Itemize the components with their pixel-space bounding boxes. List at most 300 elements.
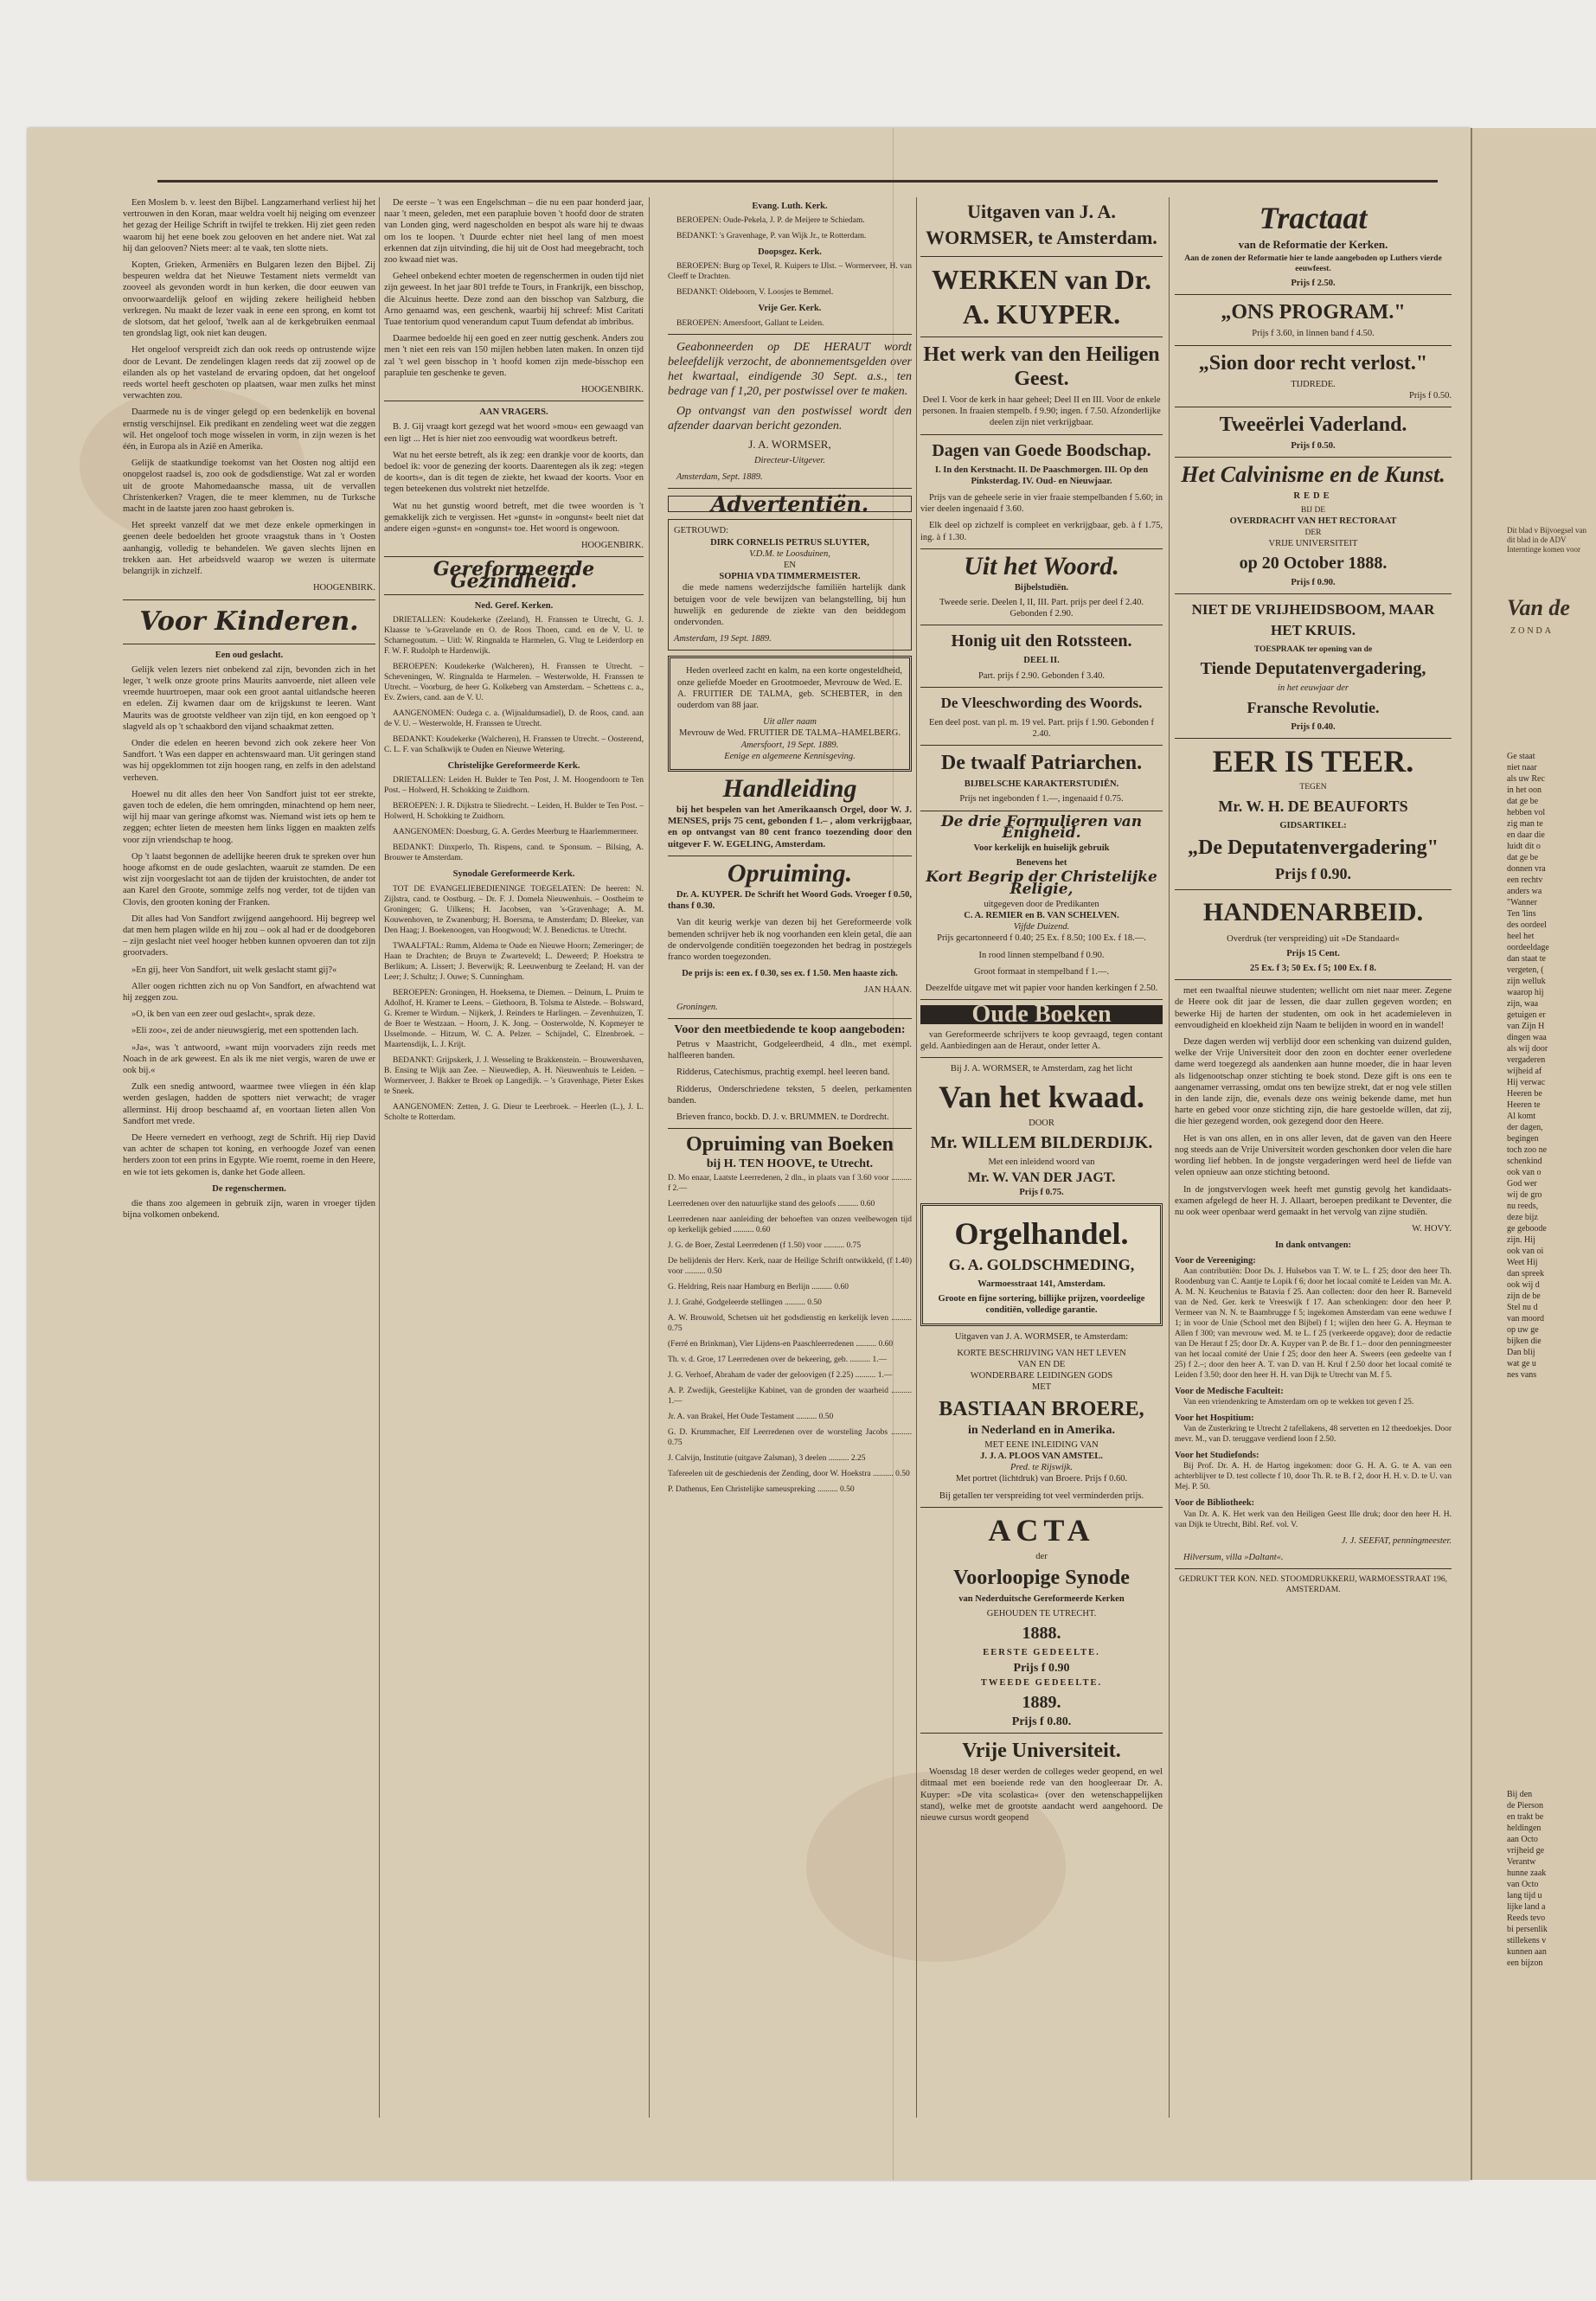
- book-title: Het werk van den Heiligen Geest.: [923, 343, 1160, 390]
- church-news: BEROEPEN: Koudekerke (Walcheren), H. Franssen te Utrecht. – Scheveningen, W. Ringnalda te Harmelen. – Westerwolde, H. Franssen te Utrecht. – Voorburg, de heer G. Kolkeberg van Amsterdam. – Schettens c. a., Ev. Zwiers, cand. aan de V. U.: [384, 663, 644, 703]
- page-fragment-line: ge geboode: [1507, 1224, 1547, 1234]
- section-rule: [1175, 979, 1452, 980]
- page-fragment-line: zijn de be: [1507, 1292, 1541, 1301]
- donations-text: Van Dr. A. K. Het werk van den Heiligen Geest Ille druk; door den heer H. H. van Dijk te Utrecht, Bibl. Ref. vol. V.: [1175, 1509, 1452, 1529]
- announcement-date: Amersfoort, 19 Sept. 1889.: [740, 740, 839, 750]
- book-list-item: Jr. A. van Brakel, Het Oude Testament .......... 0.50: [668, 1413, 834, 1422]
- death-announcement: [668, 656, 912, 772]
- book-list-item: J. J. Grahé, Godgeleerde stellingen .......... 0.50: [668, 1298, 822, 1308]
- article-paragraph: Een Moslem b. v. leest den Bijbel. Langzamerhand verliest hij het vertrouwen in den Koran, maar weldra voelt hij neiging om evenzeer het gezag der Heilige Schrift in twijfel te trekken. Hij ziet geen reden waarom hij het eene boek zou gelooven en het andere niet. Wat zal hij dan gelooven? Niets meer: al te vaak, ten slotte niets.: [123, 198, 375, 253]
- ad-title: Orgelhandel.: [954, 1215, 1129, 1251]
- newspaper-page: [28, 128, 1471, 2180]
- page-fragment-line: dat ge be: [1507, 853, 1539, 862]
- notice-signature: J. A. WORMSER,: [748, 437, 831, 451]
- page-fragment-line: anders wa: [1507, 887, 1542, 896]
- treasurer-address: Hilversum, villa »Daltant«.: [1183, 1552, 1284, 1562]
- book-list-item: G. D. Krummacher, Elf Leerredenen over de worsteling Jacobs .......... 0.75: [668, 1428, 912, 1448]
- page-fragment-line: zijn welluk: [1507, 977, 1546, 986]
- section-rule: [920, 745, 1163, 746]
- adjacent-page: [1471, 128, 1596, 2180]
- book-price: Prijs f 0.80.: [1011, 1715, 1072, 1728]
- church-heading: Evang. Luth. Kerk.: [752, 202, 828, 211]
- book-price: Prijs f 0.50.: [1291, 441, 1336, 452]
- book-title: Dagen van Goede Boodschap.: [932, 440, 1151, 460]
- page-fragment-line: hebben vol: [1507, 808, 1546, 817]
- story-paragraph: die thans zoo algemeen in gebruik zijn, waren in vroeger tijden bijna volkomen onbekend.: [123, 1199, 375, 1221]
- article-paragraph: Geheel onbekend echter moeten de regenschermen in ouden tijd niet zijn geweest. In het jaar 801 trefde te Tours, in Frankrijk, een bisschop, die Alcuinus heette. Deze zond aan den bisschop van Salzburg, die Arno genaamd was, een geschenk, waarbij hij schreef: Mist Caritati Tuae tentorium quod venerandum caput Tuum defendat ab imbribus.: [384, 272, 644, 328]
- marriage-announcement: [668, 519, 912, 651]
- column-4: [920, 197, 1163, 2126]
- article-paragraph: Wat nu het gunstig woord betreft, met die twee woorden is 't gemakkelijk zich te vergissen. Het »gunst« in »ongunst« beelt niet dat andere eigen »gunst« en »ongunst« toe. Het woord is ongewoon.: [384, 501, 644, 535]
- donations-subheading: Voor het Hospitium:: [1175, 1413, 1254, 1423]
- ad-title: Opruiming.: [727, 858, 853, 888]
- page-fragment-line: van Zijn H: [1507, 1022, 1545, 1031]
- book-price: Prijs f 0.50.: [1408, 390, 1452, 401]
- book-subtitle: in Nederland en in Amerika.: [968, 1423, 1115, 1437]
- church-heading: Ned. Geref. Kerken.: [474, 600, 554, 611]
- section-rule: [384, 594, 644, 595]
- page-fragment-line: stillekens v: [1507, 1936, 1547, 1945]
- column-2: [384, 197, 644, 2126]
- page-fragment-line: heldingen: [1507, 1823, 1542, 1833]
- book-price: Prijs f 0.75.: [1019, 1187, 1064, 1197]
- book-list-item: Leerredenen naar aanleiding der behoeften van onzen veelbewogen tijd op kerkelijk gebied .......... 0.60: [668, 1215, 912, 1235]
- book-subtitle: uitgegeven door de Predikanten: [984, 899, 1099, 909]
- book-list-item: D. Mo enaar, Laatste Leerredenen, 2 dln., in plaats van f 3.60 voor .......... f 2.—: [668, 1174, 912, 1194]
- story-paragraph: Aller oogen richtten zich nu op Von Sandfort, en afwachtend wat hij zeggen zou.: [123, 981, 375, 1003]
- section-heading: Voor Kinderen.: [139, 606, 359, 637]
- book-title: NIET DE VRIJHEIDSBOOM, MAAR HET KRUIS.: [1191, 601, 1435, 639]
- page-fragment-line: des oordeel: [1507, 920, 1547, 930]
- ad-name: G. A. GOLDSCHMEDING,: [948, 1255, 1135, 1273]
- page-fragment-line: heel het: [1507, 932, 1535, 941]
- page-fragment-line: Bij den: [1507, 1790, 1533, 1799]
- ad-text: van Gereformeerde schrijvers te koop gevraagd, tegen contant geld. Aanbiedingen aan de Heraut, onder letter A.: [920, 1029, 1163, 1051]
- page-fragment-line: wat ge u: [1507, 1359, 1536, 1368]
- page-fragment-line: God wer: [1507, 1179, 1537, 1189]
- article-paragraph: Het spreekt vanzelf dat we met deze enkele opmerkingen in geenen deele bedoelden het groote vraagstuk thans in 't Oosten aanhangig, volledig te behandelen. We gaven slechts lijnen en trekken aan. Het arbeidsveld waarop we wezen is uitermate belangrijk in zichzelf.: [123, 521, 375, 577]
- book-subtitle: Overdruk (ter verspreiding) uit »De Standaard«: [1227, 933, 1400, 944]
- ad-text: Groote en fijne sortering, billijke prijzen, voordeelige conditiën, volledige garantie.: [938, 1294, 1145, 1316]
- book-title: Kort Begrip der Christelijke Religie,: [926, 868, 1157, 898]
- section-rule: [1175, 593, 1452, 594]
- page-fragment-line: Dan blij: [1507, 1348, 1535, 1357]
- book-price: 25 Ex. f 3; 50 Ex. f 5; 100 Ex. f 8.: [1249, 964, 1377, 974]
- book-edition: Vijfde Duizend.: [1013, 922, 1070, 933]
- page-fragment-line: dan spreek: [1507, 1269, 1545, 1279]
- page-fragment-line: als uw Rec: [1507, 774, 1545, 784]
- book-title: ACTA: [988, 1512, 1095, 1548]
- book-details: Bij getallen ter verspreiding tot veel verminderden prijs.: [939, 1490, 1144, 1501]
- church-heading: Synodale Gereformeerde Kerk.: [452, 869, 575, 880]
- donations-text: Bij Prof. Dr. A. H. de Hartog ingekomen: door G. H. A. G. te A. van een achterblijver te D. test collecte f 10, door Th. R. te B. f 2, door H. H. v. D. te U. van Mej. P. 50.: [1175, 1462, 1452, 1492]
- page-fragment-line: een rechtv: [1507, 875, 1543, 885]
- book-price: Prijs f 0.90: [1013, 1661, 1070, 1675]
- book-author: Mr. W. VAN DER JAGT.: [967, 1170, 1116, 1185]
- page-fragment-line: vrijheid ge: [1507, 1846, 1545, 1856]
- section-rule: [920, 336, 1163, 337]
- page-fragment-line: niet naar: [1507, 763, 1537, 772]
- column-3: [668, 197, 912, 2126]
- church-news: BEDANKT: Oldeboorn, V. Loosjes te Bemmel.: [676, 288, 834, 298]
- book-year: 1888.: [1022, 1624, 1061, 1644]
- church-news: BEROEPEN: Groningen, H. Hoeksema, te Diemen. – Deinum, L. Pruim te Adolhof, H. Kramer te Leens. – Giethoorn, B. Tolsma te Alstede. – Bolsward, G. Kremer te Wirdum. – Nijkerk, J. Reinders te Harlingen. – Zevenhuizen, T. de Boer te Westzaan. – Hoorn, J. K. Jong. – Oosterwolde, N. Kopmeyer te IJsselmonde. – Hitzum, W. C. A. Pelzer. – Schijndel, C. Elzenbroek. – Maartensdijk, L. J. Krijt.: [384, 988, 644, 1049]
- page-fragment-line: ook van oi: [1507, 1247, 1544, 1256]
- book-list-item: (Ferré en Brinkman), Vier Lijdens-en Paaschleerredenen .......... 0.60: [668, 1340, 894, 1349]
- book-subtitle: van de Reformatie der Kerken.: [1238, 238, 1388, 251]
- section-rule: [1175, 294, 1452, 295]
- section-rule: [668, 1018, 912, 1019]
- book-date: op 20 October 1888.: [1239, 553, 1388, 573]
- section-heading: AAN VRAGERS.: [479, 407, 548, 418]
- section-rule: [1175, 738, 1452, 739]
- page-fragment-line: "Wanner: [1507, 898, 1537, 907]
- author-signature: HOOGENBIRK.: [580, 541, 644, 551]
- page-fragment-line: begingen: [1507, 1134, 1539, 1144]
- article-paragraph: De eerste – 't was een Engelschman – die nu een paar honderd jaar, naar 't meen, geleden, met een parapluie boven 't hoofd door de straten van Londen ging, werd nagescholden en bespot als ware hij te dwaas om los te loopen. 't Duurde echter niet heel lang of men moest erkennen dat zijn uitvinding, die hij uit de Oost had meegebracht, toch zoo kwaad niet was.: [384, 198, 644, 266]
- page-fragment-line: deze bijz: [1507, 1213, 1538, 1222]
- book-price: Prijs f 3.60, in linnen band f 4.50.: [1252, 329, 1375, 339]
- story-paragraph: De Heere vernedert en verhoogt, zegt de Schrift. Hij riep David van achter de schapen tot koning, en verhoogde Jozef van eenen herders zoon tot een prins in Egypte. Wie roemt, roeme in den Heere, en wie tot iets gekomen is, danke het Gode alleen.: [123, 1133, 375, 1177]
- book-subtitle: Aan de zonen der Reformatie hier te lande aangeboden op Luthers vierde eeuwfeest.: [1184, 254, 1442, 274]
- page-fragment-line: zijn. Hij: [1507, 1235, 1535, 1245]
- church-news: BEROEPEN: Burg op Texel, R. Kuipers te IJlst. – Wormerveer, H. van Cleeff te Drachten.: [668, 262, 912, 282]
- announcement-text: die mede namens wederzijdsche familiën hartelijk dank betuigen voor de vele bewijzen van belangstelling, bij hun huwelijk en gedurende de ziekte van den beiddegom ondervonden.: [674, 583, 906, 628]
- page-fragment-line: ook wij d: [1507, 1280, 1540, 1290]
- book-details: Elk deel op zichzelf is compleet en verkrijgbaar, geb. à f 1.75, ing. à f 1.30.: [920, 521, 1163, 542]
- section-rule: [1175, 1568, 1452, 1569]
- church-news: BEROEPEN: Amersfoort, Gallant te Leiden.: [676, 318, 824, 328]
- book-price: Prijs f 0.90.: [1291, 577, 1336, 587]
- section-rule: [920, 999, 1163, 1000]
- book-details: Tweede serie. Deelen I, II, III. Part. prijs per deel f 2.40. Gebonden f 2.90.: [939, 598, 1144, 619]
- story-paragraph: »Ja«, was 't antwoord, »want mijn voorvaders zijn reeds met Noach in de ark geweest. En als ik me niet vergis, waren de uwe er ook bij.«: [123, 1042, 375, 1075]
- news-paragraph: In de jongstvervlogen week heeft met gunstig gevolg het kandidaats-examen afgelegd de heer H. J. Allaart, beroepen predikant te Deventer, die nu ook weer openbaar werd gemaakt in het vervolg van zijne studiën.: [1175, 1184, 1452, 1217]
- page-fragment-line: op uw ge: [1507, 1325, 1539, 1335]
- section-rule: [668, 1128, 912, 1129]
- book-subtitle: BIJBELSCHE KARAKTERSTUDIËN.: [964, 779, 1119, 790]
- page-fragment-line: nu reeds,: [1507, 1202, 1539, 1211]
- page-fragment-line: wijheid af: [1507, 1067, 1542, 1076]
- church-news: BEROEPEN: Oude-Pekela, J. P. de Meijere te Schiedam.: [676, 216, 865, 226]
- church-news: DRIETALLEN: Leiden H. Bulder te Ten Post, J. M. Hoogendoorn te Ten Post. – Holwerd, H. Schokking te Zuidhorn.: [384, 776, 644, 796]
- announcement-text: Heden overleed zacht en kalm, na een korte ongesteldheid, onze geliefde Moeder en Grootmoeder, Mevrouw de Wed. E. A. FRUITIER DE TALMA, geb. SCHEBTER, in den ouderdom van 88 jaar.: [677, 666, 902, 711]
- announcement-role: V.D.M. te Loosduinen,: [749, 548, 830, 559]
- article-paragraph: Kopten, Grieken, Armeniërs en Bulgaren lezen den Bijbel. Zij bespeuren weldra dat het Nieuwe Testament niets vermeldt van zooveel als gevonden wordt in hun kerken, die door eeuwen van onvoorwaardelijk geloof en wijding zekere heiligheid hebben verkregen. Nu maakt de lezer vaak in eene een sprong, en komt tot de slotsom, dat het geloof, 'twelk aan al de kerkgebruiken eenmaal ten grondslag ligt, ook niet kan deugen.: [123, 260, 375, 339]
- page-fragment-line: getuigen er: [1507, 1010, 1546, 1020]
- story-title: Een oud geslacht.: [215, 650, 284, 660]
- story-paragraph: Dit alles had Von Sandfort zwijgend aangehoord. Hij begreep wel dat men hem plagen wilde en hij zou – ook al had er de doodgeboren – zijn geslacht niet veel hooger hebben kunnen opvoeren dan tot zijn grootvaders.: [123, 913, 375, 958]
- section-rule: [668, 488, 912, 489]
- page-fragment-line: der dagen,: [1507, 1123, 1543, 1132]
- donations-subheading: Voor de Vereeniging:: [1175, 1255, 1256, 1266]
- section-rule: [920, 1507, 1163, 1508]
- article-paragraph: Wat nu het eerste betreft, als ik zeg: een drankje voor de koorts, dan bedoel ik: voor de genezing der koorts. Daarentegen als ik zeg: »tegen de koorts«, dan is dit tegen de ziekte, het kwaad der koorts. Voor en tegen beteekenen dus volstrekt niet hetzelfde.: [384, 450, 644, 495]
- book-subtitle: DEEL II.: [1023, 656, 1060, 666]
- story-paragraph: Op 't laatst begonnen de adellijke heeren druk te spreken over hun hooge afkomst en de oude geslachten, waaruit ze stamden. De een wist zijn voorgeslacht tot aan de tijden der kruistochten, de ander tot aan Karel den Groote, sommige zelfs nog verder, tot de tijden van Clovis, den grooten koning der Franken.: [123, 851, 375, 907]
- book-subtitle: DER: [1304, 528, 1322, 537]
- notice-text: Geabonneerden op DE HERAUT wordt beleefdelijk verzocht, de abonnementsgelden over het kwartaal, eindigende 30 Sept. a.s., ten bedrage van f 1,20, per postwissel over te maken.: [668, 340, 912, 398]
- page-fragment-line: van moord: [1507, 1314, 1545, 1324]
- book-details: Deezelfde uitgave met wit papier voor handen kerkingen f 2.50.: [925, 984, 1158, 994]
- church-heading: Christelijke Gereformeerde Kerk.: [447, 761, 580, 772]
- book-list-item: J. G. Verhoef, Abraham de vader der geloovigen (f 2.25) .......... 1.—: [668, 1371, 893, 1381]
- announcement-and: EN: [784, 561, 796, 571]
- page-fragment-line: dingen waa: [1507, 1033, 1547, 1042]
- page-fragment-line: een bijzon: [1507, 1958, 1543, 1968]
- announcement-note: Eenige en algemeene Kennisgeving.: [724, 751, 856, 761]
- church-news: AANGENOMEN: Oudega c. a. (Wijnaldumsadiel), D. de Roos, cand. aan de V. U. – Westerwolde, H. Franssen te Utrecht.: [384, 709, 644, 729]
- ad-text: Uitgaven van J. A. WORMSER, te Amsterdam:: [954, 1331, 1129, 1342]
- article-paragraph: Het ongeloof verspreidt zich dan ook reeds op ontrustende wijze door de Levant. De zendelingen klagen reeds dat zij zoowel op de eilanden als op het vasteland de ervaring opdoen, dat het ongeloof reeds wortel heeft geschoten op plaatsen, waar men zulks het minst verwachten zou.: [123, 345, 375, 401]
- story-paragraph: »En gij, heer Von Sandfort, uit welk geslacht stamt gij?«: [131, 965, 337, 975]
- announcement-signature: Uit aller naam: [763, 717, 817, 727]
- book-list-item: Th. v. d. Groe, 17 Leerredenen over de bekeering, geb. .......... 1.—: [668, 1356, 888, 1365]
- column-rule: [649, 197, 650, 2118]
- book-title: Honig uit den Rotssteen.: [951, 631, 1132, 651]
- section-rule: [1175, 889, 1452, 890]
- church-heading: Vrije Ger. Kerk.: [758, 304, 822, 314]
- ad-text: Ridderus, Onderschriedene teksten, 5 deelen, perkamenten banden.: [668, 1084, 912, 1106]
- story-paragraph: Onder die edelen en heeren bevond zich ook zekere heer Von Sandfort. 't Was een dapper en achtenswaard man. Uit geringen stand was hij opgeklommen tot zijn hoogen rang, en zelfs in den adelstand verheven.: [123, 738, 375, 783]
- page-fragment-line: aan Octo: [1507, 1835, 1538, 1844]
- announcement-date: Amsterdam, 19 Sept. 1889.: [674, 634, 772, 644]
- page-fragment-line: als wij door: [1507, 1044, 1548, 1054]
- announcement-name: DIRK CORNELIS PETRUS SLUYTER,: [710, 537, 869, 548]
- story-paragraph: Gelijk velen lezers niet onbekend zal zijn, bevonden zich in het leger, 't welk onze groote prins Maurits aanvoerde, niet alleen vele vreemde huurtroepen, maar ook een groot aantal uitlandsche heeren en edelen. Zij kwamen daar om de krijgskunst te leeren. Want Maurits was de grootste veldheer van zijn tijd, en kon eengoed op 't slagveld als op 't schaakbord den vijand schaakmat zetten.: [123, 664, 375, 732]
- page-fragment-line: ook van o: [1507, 1168, 1542, 1177]
- ad-price: De prijs is: een ex. f 0.30, ses ex. f 1.50. Men haaste zich.: [682, 969, 898, 979]
- donations-text: Aan contributiën: Door Ds. J. Hulsebos van T. W. te L. f 25; door den heer Th. Roodenburg van C. Aantje te Lopik f 6; door het locaal comité te Leiden van Mr. A. A. M. N. Keuchenius te Batavia f 25. Aan collecten: door den heer R. Barneveld van de Ned. Ger. kerk te Vreeswijk f 17. Aan schenkingen: door den heer P. Vermeer van N. N. te Baambrugge f 5; ingekomen Amsterdam van eene weduwe f 1; in voor de Unie (School met den Bijbel) f 1; wijlen den heer G. A. Heyman te Allen f 300; van mevrouw wed. M. te L. f 25 (verkeerde opgave); door de redactie van De Heraut f 25; door Dr. A. Kuyper van P. de Br. f 1.– door den penningmeester van het locaal comité der Unie f 25; door den heer A. Sweers (een gedeelte van f 25) f 2.–; door den heer A. T. van D. van H. Krul f 2.50 door het locaal comité te Leiden f 3.50; door den heer H. H. van Dijk te Utrecht van M. f 5.: [1175, 1266, 1452, 1380]
- news-paragraph: Het is van ons allen, en in ons aller leven, dat de gaven van den Heere nog steeds aan de Vrije Universiteit worden geschonken door velen die hare wording lief hebben. In de jongste vergaderingen werd heel de liefde van velen opnieuw aan onze stichting betoond.: [1175, 1133, 1452, 1178]
- column-5: [1175, 197, 1452, 2126]
- book-list-item: G. Heldring, Reis naar Hamburg en Berlijn .......... 0.60: [668, 1283, 849, 1292]
- section-rule: [920, 1057, 1163, 1058]
- section-rule: [668, 334, 912, 335]
- ad-title: Oude Boeken: [920, 1005, 1163, 1023]
- book-price: Prijs f 2.50.: [1291, 279, 1336, 289]
- announcement-label: GETROUWD:: [674, 526, 728, 536]
- publisher-heading: Uitgaven van J. A. WORMSER, te Amsterdam.: [926, 201, 1157, 248]
- page-fragment-line: luidt dit o: [1507, 842, 1541, 851]
- book-subtitle: in het eeuwjaar der: [1278, 683, 1349, 694]
- book-list-item: Tafereelen uit de geschiedenis der Zending, door W. Hoekstra .......... 0.50: [668, 1470, 910, 1479]
- ad-signature: JAN HAAN.: [864, 985, 912, 996]
- notice-date: Amsterdam, Sept. 1889.: [676, 472, 763, 483]
- page-fragment-line: vergaderen: [1507, 1055, 1546, 1065]
- page-fragment-line: vergeten, (: [1507, 965, 1544, 975]
- book-title: BASTIAAN BROERE,: [939, 1397, 1144, 1420]
- treasurer-signature: J. J. SEEFAT, penningmeester.: [1341, 1535, 1452, 1546]
- book-subtitle: GEHOUDEN TE UTRECHT.: [986, 1609, 1097, 1619]
- book-price: Prijs f 0.90.: [1275, 864, 1351, 882]
- ad-title: Handleiding: [722, 774, 857, 804]
- page-fragment-line: dat ge be: [1507, 797, 1539, 806]
- page-fragment-sub: ZONDA: [1510, 626, 1554, 636]
- book-author: Mr. W. H. DE BEAUFORTS: [1218, 798, 1408, 816]
- church-news: BEDANKT: Grijpskerk, J. J. Wesseling te Brakkenstein. – Brouwershaven, B. Ensing te Wijk aan Zee. – Nieuwediep, A. H. Nieuwenhuis te Leiden. – Wormerveer, J. Bakker te Broek op Langedijk. – 's Gravenhage, Pieter Eskes te Sneek.: [384, 1055, 644, 1096]
- author-signature: HOOGENBIRK.: [312, 583, 375, 593]
- book-details: Prijs van de geheele serie in vier fraaie stempelbanden f 5.60; in vier deelen ingenaaid f 3.60.: [920, 493, 1163, 515]
- news-title: Vrije Universiteit.: [962, 1740, 1121, 1763]
- page-fragment-line: zijn, waa: [1507, 999, 1539, 1009]
- book-subtitle: Benevens het: [1016, 858, 1067, 868]
- page-fragment-line: Stel nu d: [1507, 1303, 1538, 1312]
- news-paragraph: Deze dagen werden wij verblijd door een schenking van duizend gulden, welke der Vrije Universiteit door den zoon en dochter eener overledene dame werd toegezegd als aandenken aan hunne moeder, die in haar leven als lidgenootschap onzer stichting te boek stond. Deze gift is ons een te aangenamer verrassing, omdat ons ten bewijze strekt, dat er nog vele stillen in den lande zijn, die, evenals deze ons weinig bekende dame, met hun harte en gebed voor onze stichting zijn, die hare gestoelde willen, dat zij, die hier gezegend worden, ook gezegend door den Heere.: [1175, 1037, 1452, 1127]
- organ-ad: [920, 1203, 1163, 1326]
- book-subtitle: Voor kerkelijk en huiselijk gebruik: [973, 843, 1110, 854]
- church-heading: Doopsgez. Kerk.: [758, 247, 822, 258]
- ad-title: Voor den meetbiedende te koop aangeboden:: [674, 1022, 906, 1036]
- page-fragment-line: en trakt be: [1507, 1812, 1544, 1822]
- book-subtitle: I. In den Kerstnacht. II. De Paaschmorgen. III. Op den Pinksterdag. IV. Oud- en Nieuwjaar.: [934, 465, 1149, 486]
- page-fragment-line: Al komt: [1507, 1112, 1536, 1121]
- article-paragraph: Daarmede nu is de vinger gelegd op een bedenkelijk en bovenal ernstig verschijnsel. Eik predikant en zendeling weet wat die zeggen wil. Het ongeloof toch moge wisselen in vorm, in zijn wezen is het één, in Europa als in Azië en Amerika.: [123, 407, 375, 452]
- donations-text: Van een vriendenkring te Amsterdam om op te wekken tot geven f 25.: [1183, 1397, 1414, 1407]
- page-fragment-line: schenkind: [1507, 1157, 1542, 1166]
- article-paragraph: Daarmee bedoelde hij een goed en zeer nuttig geschenk. Anders zou men 't niet een reis van 150 mijlen hebben laten maken. In onzen tijd zal 't wel geen bisschop in 't hoofd komen zijn mede-bisschop een parapluie ten geschenke te geven.: [384, 334, 644, 378]
- book-subtitle: der: [1035, 1551, 1048, 1561]
- section-rule: [920, 1733, 1163, 1734]
- book-title: HANDENARBEID.: [1202, 897, 1424, 926]
- book-subtitle: MET: [1031, 1382, 1052, 1393]
- page-fragment-line: oordeeldage: [1507, 943, 1549, 952]
- book-subtitle: BIJ DE: [1300, 506, 1326, 516]
- book-list-item: P. Dathenus, Een Christelijke sameuspreking .......... 0.50: [668, 1485, 855, 1495]
- notice-text: Op ontvangst van den postwissel wordt den afzender daarvan bericht gezonden.: [668, 404, 912, 433]
- page-fragment-line: donnen vra: [1507, 864, 1546, 874]
- book-subtitle: REDE: [1293, 491, 1333, 502]
- page-fragment-line: waarop hij: [1507, 988, 1544, 997]
- announcement-name: SOPHIA VDA TIMMERMEISTER.: [719, 572, 861, 582]
- story-paragraph: Zulk een snedig antwoord, waarmee twee vliegen in één klap werden geslagen, hadden de spotters niet verwacht; de vrager allerminst. Hij droop beschaamd af, en voortaan lieten allen Von Sandfort met vrede.: [123, 1082, 375, 1126]
- book-year: 1889.: [1022, 1692, 1061, 1712]
- story-paragraph: »Eli zoo«, zei de ander nieuwsgierig, met een spottenden lach.: [131, 1026, 359, 1036]
- page-fragment-line: Reeds tevo: [1507, 1913, 1546, 1923]
- book-subtitle: Bijbelstudiën.: [1014, 582, 1069, 593]
- book-price: Prijs 15 Cent.: [1286, 948, 1340, 958]
- ad-address: Warmoesstraat 141, Amsterdam.: [977, 1279, 1106, 1289]
- page-fragment-line: bi persenlik: [1507, 1925, 1548, 1934]
- story-paragraph: »O, ik ben van een zeer oud geslacht«, sprak deze.: [131, 1009, 316, 1020]
- works-heading: WERKEN van Dr. A. KUYPER.: [932, 264, 1151, 330]
- news-paragraph: met een twaalftal nieuwe studenten; wellicht om niet naar meer. Zegene de Heere ook dit jaar de lessen, die daar zullen gegeven worden; en bewerke Hij de harten der studenten, om ook in het academieleven in eenvoudigheid en kloekheid zijn Naam te belijden in woord en in wandel!: [1175, 986, 1452, 1030]
- page-fragment-line: dan staat te: [1507, 954, 1546, 964]
- page-fragment-line: Ge staat: [1507, 752, 1535, 761]
- church-news: BEDANKT: Dinxperlo, Th. Rispens, cand. te Sponsum. – Bilsing, A. Brouwer te Amsterdam.: [384, 843, 644, 863]
- book-door: DOOR: [1029, 1118, 1054, 1129]
- book-author-role: Pred. te Rijswijk.: [1010, 1463, 1073, 1473]
- donations-subheading: Voor de Medische Faculteit:: [1175, 1386, 1284, 1396]
- ad-text: Bij J. A. WORMSER, te Amsterdam, zag het licht: [950, 1063, 1133, 1074]
- book-list-item: De belijdenis der Herv. Kerk, naar de Heilige Schrift ontwikkeld, (f 1.40) voor .......... 0.50: [668, 1257, 912, 1277]
- ad-text: Brieven franco, bockb. D. J. v. BRUMMEN. te Dordrecht.: [676, 1112, 889, 1122]
- book-details: Een deel post. van pl. m. 19 vel. Part. prijs f 1.90. Gebonden f 2.40.: [928, 717, 1155, 740]
- book-subtitle: VRIJE UNIVERSITEIT: [1268, 538, 1358, 548]
- book-authors: C. A. REMIER en B. VAN SCHELVEN.: [964, 911, 1119, 921]
- page-fragment-line: in het oon: [1507, 785, 1542, 795]
- church-news: TWAALFTAL: Rumm, Aldema te Oude en Nieuwe Hoorn; Zemeringer; de Haan te Drachten; de Bruyn te Zwarteveld; L. Deweerd; P. Hoekstra te Berlikum; A. Lissert; J. Beverwijk; R. Leeuwenburg te Zeeland; H. van der Leer; J. Schultz; J. Ouwe; S. Cunningham.: [384, 941, 644, 982]
- book-subtitle: Met een inleidend woord van: [988, 1157, 1095, 1168]
- page-fragment-line: Hij verwac: [1507, 1078, 1546, 1087]
- author-signature: W. HOVY.: [1412, 1224, 1452, 1234]
- section-rule: [920, 548, 1163, 549]
- page-fragment-note: Dit blad v Bijvoegsel van dit blad in de ADV Interntinge komen voor: [1507, 526, 1586, 554]
- church-news: AANGENOMEN: Doesburg, G. A. Gerdes Meerburg te Haarlemmermeer.: [393, 828, 638, 837]
- section-rule: [384, 556, 644, 557]
- page-fragment-line: Weet Hij: [1507, 1258, 1538, 1267]
- ad-title: Opruiming van Boeken: [685, 1133, 894, 1157]
- book-title: „Sion door recht verlost.": [1198, 351, 1428, 375]
- book-details: Groot formaat in stempelband f 1.—.: [973, 966, 1109, 977]
- book-title: Tiende Deputatenvergadering,: [1200, 659, 1426, 679]
- donations-text: Van de Zusterkring te Utrecht 2 tafellakens, 48 servetten en 12 theedoekjes. Door mevr. M., van D. teruggave verdiend loon f 2.50.: [1175, 1425, 1452, 1445]
- ad-text: Dr. A. KUYPER. De Schrift het Woord Gods. Vroeger f 0.50, thans f 0.30.: [668, 889, 912, 912]
- book-title: „De Deputatenvergadering": [1188, 836, 1439, 859]
- book-details: Met portret (lichtdruk) van Broere. Prijs f 0.60.: [955, 1474, 1128, 1484]
- ad-subtitle: bij H. TEN HOOVE, te Utrecht.: [706, 1157, 874, 1171]
- ad-text: bij het bespelen van het Amerikaansch Orgel, door W. J. MENSES, prijs 75 cent, gebonden f 1.– , alom verkrijgbaar, en op ontvangst van 80 cent franco toezending door den uitgever F. W. EGELING, Amsterdam.: [668, 804, 912, 849]
- church-news: BEDANKT: Koudekerke (Walcheren), H. Franssen te Utrecht. – Oosterend, C. L. F. van Schalkwijk te Ouden en Nieuwe Wetering.: [384, 735, 644, 755]
- book-title: Van het kwaad.: [939, 1080, 1144, 1115]
- book-subtitle: TIJDREDE.: [1291, 379, 1336, 389]
- church-news: BEROEPEN: J. R. Dijkstra te Sliedrecht. – Leiden, H. Bulder te Ten Post. – Holwerd, H. Schokking te Zuidhorn.: [384, 802, 644, 822]
- book-title: De drie Formulieren van Enigheid.: [940, 812, 1143, 842]
- book-subtitle: van Nederduitsche Gereformeerde Kerken: [958, 1593, 1125, 1604]
- donations-heading: In dank ontvangen:: [1274, 1240, 1352, 1251]
- advertisements-heading: Advertentiën.: [668, 496, 912, 512]
- story-paragraph: Hoewel nu dit alles den heer Von Sandfort juist tot eer strekte, gaven toch de edelen, die hem omringden, minachtend op hem neer, wijl hij maar van geringe afkomst was. Niemand wist iets op hem te zeggen; echter lieten de meesten hem links liggen en maakten zelfs voor zijn vriendschap te hoog.: [123, 789, 375, 845]
- book-part: EERSTE GEDEELTE.: [983, 1648, 1100, 1658]
- page-fragment-line: bijken die: [1507, 1336, 1542, 1346]
- page-fragment-text: [1507, 1789, 1596, 1969]
- book-details: In rood linnen stempelband f 0.90.: [978, 950, 1105, 960]
- column-rule: [379, 197, 380, 2118]
- book-subtitle: KORTE BESCHRIJVING VAN HET LEVEN: [957, 1348, 1126, 1358]
- church-news: BEDANKT: 's Gravenhage, P. van Wijk Jr., te Rotterdam.: [676, 232, 867, 241]
- book-title: De twaalf Patriarchen.: [940, 752, 1143, 775]
- page-fragment-line: zig man te: [1507, 819, 1543, 829]
- book-subtitle: VAN EN DE: [1017, 1359, 1066, 1369]
- book-details: Prijs net ingebonden f 1.—, ingenaaid f 0.75.: [959, 794, 1124, 804]
- book-details: Part. prijs f 2.90. Gebonden f 3.40.: [977, 670, 1106, 681]
- ad-text: Petrus v Maastricht, Godgeleerdheid, 4 dln., met exempl. halfleeren banden.: [668, 1039, 912, 1061]
- section-rule: [920, 256, 1163, 257]
- header-rule: [157, 180, 1438, 183]
- donations-subheading: Voor de Bibliotheek:: [1175, 1498, 1255, 1509]
- book-subtitle: WONDERBARE LEIDINGEN GODS: [970, 1371, 1113, 1381]
- book-subtitle: OVERDRACHT VAN HET RECTORAAT: [1229, 516, 1397, 527]
- column-rule: [1169, 197, 1170, 2118]
- book-title: Het Calvinisme en de Kunst.: [1181, 462, 1445, 488]
- page-fragment-line: van Octo: [1507, 1880, 1539, 1889]
- section-rule: [123, 599, 375, 600]
- book-author: Mr. WILLEM BILDERDIJK.: [930, 1133, 1153, 1153]
- ad-place: Groningen.: [676, 1002, 718, 1012]
- book-title: EER IS TEER.: [1212, 744, 1414, 779]
- page-fragment-line: toch zoo ne: [1507, 1145, 1548, 1155]
- page-fragment-line: Heeren be: [1507, 1089, 1542, 1099]
- column-1: [123, 197, 375, 2126]
- ad-text: Ridderus, Catechismus, prachtig exempl. heel leeren band.: [676, 1067, 890, 1078]
- article-paragraph: Gelijk de staatkundige toekomst van het Oosten nog altijd een onopgelost raadsel is, zoo ook de godsdienstige. Wat zal er worden uit de groote Mahomedaansche massa, uit de vervallen Christenkerken? Vragen, die te meer klemmen, nu de Turksche macht in de laatste jaren zoo haast gebroken is.: [123, 458, 375, 515]
- book-part: TWEEDE GEDEELTE.: [980, 1677, 1103, 1688]
- church-news: DRIETALLEN: Koudekerke (Zeeland), H. Franssen te Utrecht, G. J. Klaasse te 's-Gravelande en O. de Roos Thoen, cand. en de V. U. te Scharnegoutum. – Uitl: W. Ringnalda te Harmelen, G. Vlug te Leiderdorp en F. W. F. Rudolph te Hardenwijk.: [384, 616, 644, 657]
- book-title: Uit het Woord.: [964, 551, 1119, 580]
- announcement-signature: Mevrouw de Wed. FRUITIER DE TALMA–HAMELBERG.: [678, 728, 901, 739]
- page-fragment-line: Heeren te: [1507, 1100, 1541, 1110]
- book-title: Tweeërlei Vaderland.: [1219, 413, 1407, 437]
